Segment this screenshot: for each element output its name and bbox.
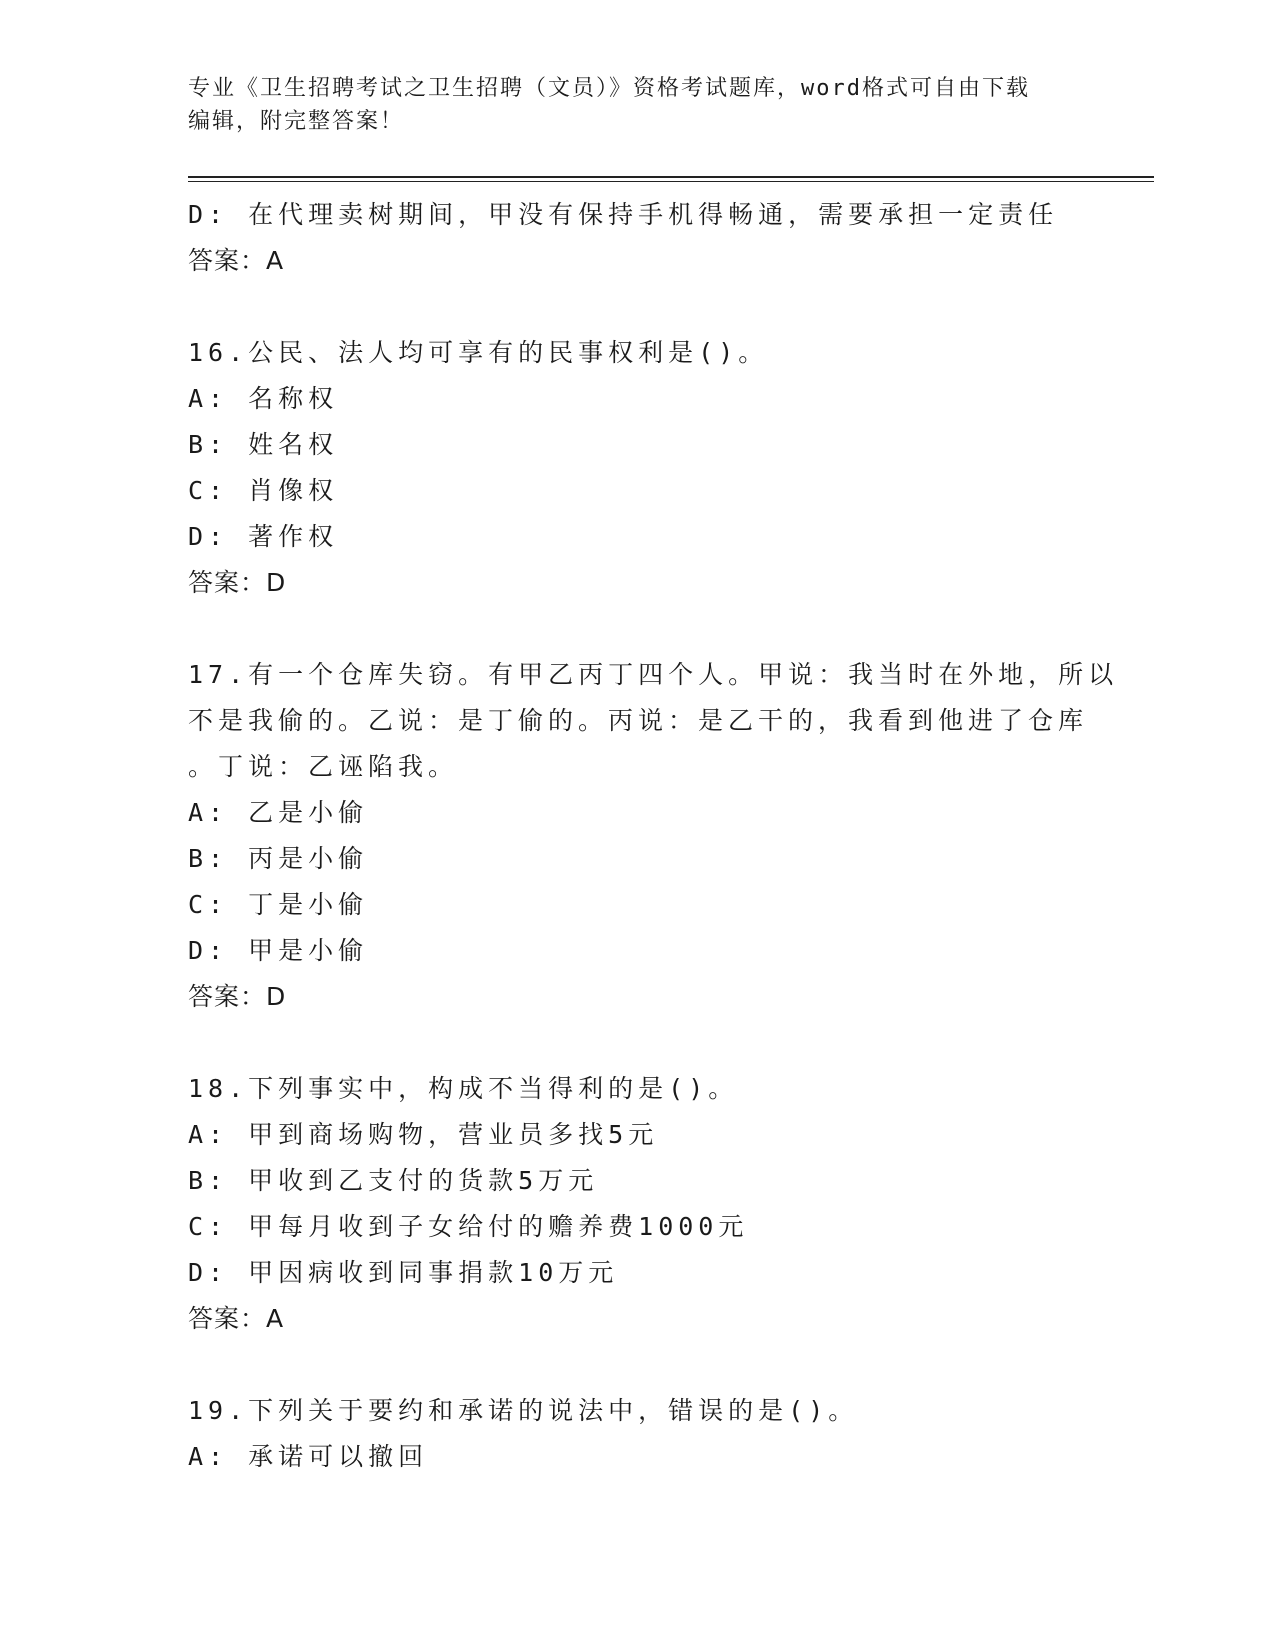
- option-d: D: 甲是小偷: [188, 936, 369, 965]
- document-header: [188, 72, 1088, 138]
- option-a: A: 承诺可以撤回: [188, 1442, 429, 1471]
- answer-label: 答案：A: [188, 246, 285, 275]
- option-a: A: 甲到商场购物，营业员多找5元: [188, 1120, 659, 1149]
- answer-label: 答案：A: [188, 1304, 285, 1333]
- question-stem: 16.公民、法人均可享有的民事权利是()。: [188, 338, 769, 367]
- question-stem-cont: 。丁说：乙诬陷我。: [188, 752, 459, 781]
- option-d: D: 在代理卖树期间，甲没有保持手机得畅通，需要承担一定责任: [188, 200, 1059, 229]
- question-stem: 18.下列事实中，构成不当得利的是()。: [188, 1074, 739, 1103]
- question-19: [188, 1388, 1088, 1480]
- question-17: [188, 652, 1119, 1020]
- question-18: [188, 1066, 1088, 1342]
- carryover-question: [188, 192, 1088, 284]
- question-list: [188, 192, 1119, 1480]
- option-d: D: 著作权: [188, 522, 339, 551]
- option-a: A: 乙是小偷: [188, 798, 369, 827]
- option-b: B: 甲收到乙支付的货款5万元: [188, 1166, 599, 1195]
- header-divider: [188, 176, 1154, 182]
- answer-label: 答案：D: [188, 982, 287, 1011]
- question-stem-cont: 不是我偷的。乙说：是丁偷的。丙说：是乙干的，我看到他进了仓库: [188, 706, 1089, 735]
- option-d: D: 甲因病收到同事捐款10万元: [188, 1258, 619, 1287]
- header-line-2: 编辑，附完整答案！: [188, 109, 405, 134]
- option-c: C: 肖像权: [188, 476, 339, 505]
- question-16: [188, 330, 1088, 606]
- option-b: B: 丙是小偷: [188, 844, 369, 873]
- option-b: B: 姓名权: [188, 430, 339, 459]
- question-stem: 19.下列关于要约和承诺的说法中，错误的是()。: [188, 1396, 859, 1425]
- question-stem: 17.有一个仓库失窃。有甲乙丙丁四个人。甲说：我当时在外地，所以: [188, 660, 1119, 689]
- option-c: C: 甲每月收到子女给付的赡养费1000元: [188, 1212, 749, 1241]
- header-line-1: 专业《卫生招聘考试之卫生招聘（文员）》资格考试题库，word格式可自由下载: [188, 76, 1030, 101]
- option-c: C: 丁是小偷: [188, 890, 369, 919]
- option-a: A: 名称权: [188, 384, 339, 413]
- answer-label: 答案：D: [188, 568, 287, 597]
